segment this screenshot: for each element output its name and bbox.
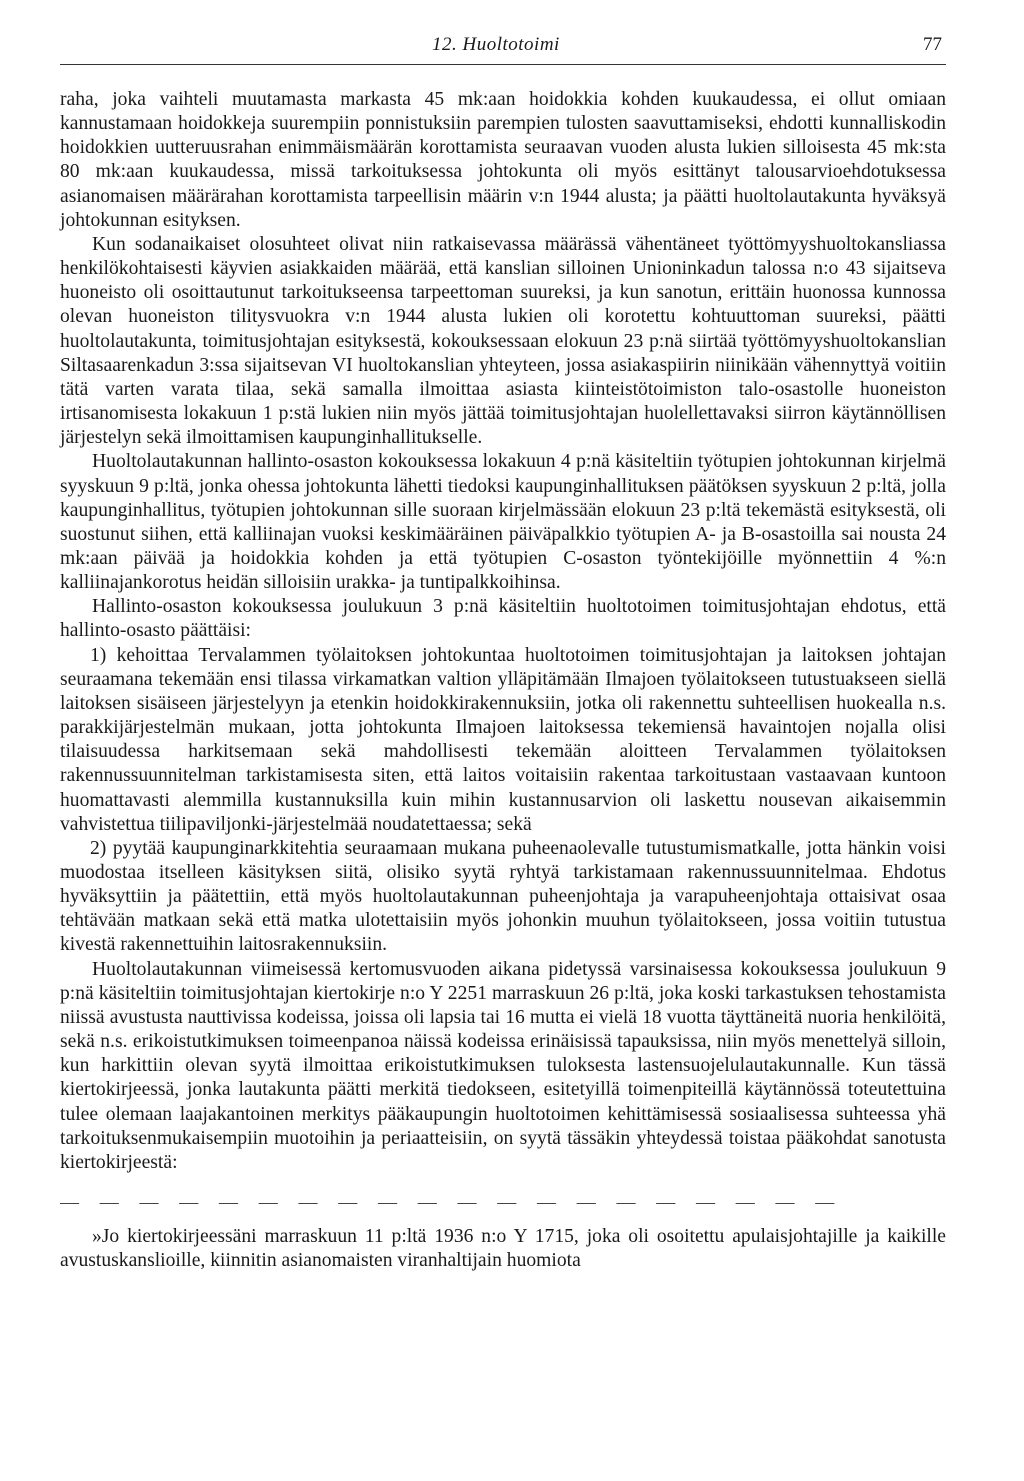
- paragraph-continuation: raha, joka vaihteli muutamasta markasta 45 mk:aan hoidokkia kohden kuukaudessa, ei ollut omiaan kannustamaan hoidokkeja suurempiin ponnistuksiin parempien tulosten saavuttamiseksi, ehdotti kunnalliskodin hoidokkien uutteruusrahan enimmäismäärän korottamista seuraavan vuoden alusta lukien silloisesta 45 mk:sta 80 mk:aan kuukaudessa, missä tarkoituksessa johtokunta oli myös esittänyt talousarvioehdotuksessa asianomaisen määrärahan korottamista tarpeellisin määrin v:n 1944 alusta; ja päätti huoltolautakunta hyväksyä johtokunnan esityksen.: [60, 89, 946, 231]
- paragraph: Huoltolautakunnan viimeisessä kertomusvuoden aikana pidetyssä varsinaisessa kokouksessa joulukuun 9 p:nä käsiteltiin toimitusjohtajan kiertokirje n:o Y 2251 marraskuun 26 p:ltä, joka koski tarkastuksen tehostamista niissä avustusta nauttivissa kodeissa, joissa oli lapsia tai 16 mutta ei vielä 18 vuotta täyttäneitä nuoria henkilöitä, sekä n.s. erikoistutkimuksen toimeenpanoa näissä kodeissa erinäisissä tapauksissa, niin myös menettelyä silloin, kun harkittiin olevan syytä ilmoittaa erikoistutkimuksen tuloksesta lastensuojelulautakunnalle. Kun tässä kiertokirjeessä, jonka lautakunta päätti merkitä tiedokseen, esitetyillä toimenpiteillä käytännössä toteutettuina tulee olemaan laajakantoinen merkitys pääkaupungin huoltotoimen kehittämisessä sosiaalisessa suhteessa yhä tarkoituksenmukaisempiin muotoihin ja periaatteisiin, on syytä tässäkin yhteydessä toistaa pääkohdat sanotusta kiertokirjeestä:: [60, 958, 946, 1173]
- list-item-1: 1) kehoittaa Tervalammen työlaitoksen johtokuntaa huoltotoimen toimitusjohtajan ja laitoksen johtajan seuraamana tekemään ensi tilassa virkamatkan valtion ylläpitämään Ilmajoen työlaitokseen tutustuakseen siellä laitoksen sisäiseen järjestelyyn ja etenkin hoidokkirakennuksiin, jotka oli rakennettu suhteellisen huokealla n.s. parakkijärjestelmän mukaan, jotta johtokunta Ilmajoen laitoksessa tekemiensä havaintojen nojalla olisi tilaisuudessa harkitsemaan sekä mahdollisesti tekemään aloitteen Tervalammen työlaitoksen rakennussuunnitelman tarkistamisesta siten, että laitos voitaisiin rakentaa tarkoitustaan vastaavaan kuntoon huomattavasti alemmilla kustannuksilla kuin mihin kustannusarvion oli laskettu nousevan aikaisemmin vahvistettua tiilipaviljonki-järjestelmää noudatettaessa; sekä: [60, 644, 946, 835]
- paragraph: Hallinto-osaston kokouksessa joulukuun 3 p:nä käsiteltiin huoltotoimen toimitusjohtajan ehdotus, että hallinto-osasto päättäisi:: [60, 596, 946, 642]
- running-title: 12. Huoltotoimi: [432, 34, 560, 55]
- dash-separator: — — — — — — — — — — — — — — — — — — — —: [60, 1192, 843, 1214]
- page-header: [60, 34, 946, 64]
- paragraph: Huoltolautakunnan hallinto-osaston kokouksessa lokakuun 4 p:nä käsiteltiin työtupien johtokunnan kirjelmä syyskuun 9 p:ltä, jonka ohessa johtokunta lähetti tiedoksi kaupunginhallituksen päätöksen syyskuun 2 p:ltä, jolla kaupunginhallitus, työtupien johtokunnan sille suoraan kirjelmässään elokuun 23 p:ltä tekemästä esityksestä, oli suostunut siihen, että kalliinajan vuoksi keskimääräinen päiväpalkkio työtupien A- ja B-osastoilla sai nousta 24 mk:aan päivää ja hoidokkia kohden ja että työtupien C-osaston työntekijöille myönnettiin 4 %:n kalliinajankorotus heidän silloisiin urakka- ja tuntipalkkoihinsa.: [60, 451, 946, 594]
- paragraph: Kun sodanaikaiset olosuhteet olivat niin ratkaisevassa määrässä vähentäneet työttömyyshuoltokansliassa henkilökohtaisesti käyvien asiakkaiden määrää, että kanslian silloinen Unioninkadun talossa n:o 43 sijaitseva huoneisto oli osoittautunut tarkoitukseensa tarpeettoman suureksi, ja kun sanotun, erittäin huonossa kunnossa olevan huoneiston tilitysvuokra v:n 1944 alusta lukien oli korotettu kohtuuttoman suureksi, päätti huoltolautakunta, toimitusjohtajan esityksestä, kokouksessaan elokuun 23 p:nä siirtää työttömyyshuoltokanslian Siltasaarenkadun 3:ssa sijaitsevan VI huoltokanslian yhteyteen, jossa asiakaspiirin niinikään vähennyttyä voitiin tätä varten varata tilaa, sekä samalla ilmoittaa asiasta kiinteistötoimiston talo-osastolle huoneiston irtisanomisesta lokakuun 1 p:stä lukien niin myös jättää toimitusjohtajan huolellettavaksi siirron käytännöllisen järjestelyn sekä ilmoittamisen kaupunginhallitukselle.: [60, 233, 946, 449]
- body-text: [60, 88, 946, 1274]
- header-rule: [60, 64, 946, 65]
- quoted-paragraph: »Jo kiertokirjeessäni marraskuun 11 p:ltä 1936 n:o Y 1715, joka oli osoitettu apulaisjohtajille ja kaikille avustuskanslioille, kiinnitin asianomaisten viranhaltijain huomiota: [60, 1226, 946, 1272]
- list-item-2: 2) pyytää kaupunginarkkitehtia seuraamaan mukana puheenaolevalle tutustumismatkalle, jotta hänkin voisi muodostaa itselleen käsityksen siitä, olisiko syytä ryhtyä tarkistamaan rakennussuunnitelmaa. Ehdotus hyväksyttiin ja päätettiin, että myös huoltolautakunnan puheenjohtaja ja varapuheenjohtaja ottaisivat osaa tehtävään matkaan sekä että matka ulotettaisiin myös johonkin muuhun työlaitokseen, jossa voitiin tutustua kivestä rakennettuihin laitosrakennuksiin.: [60, 837, 946, 956]
- page-number: 77: [923, 34, 942, 55]
